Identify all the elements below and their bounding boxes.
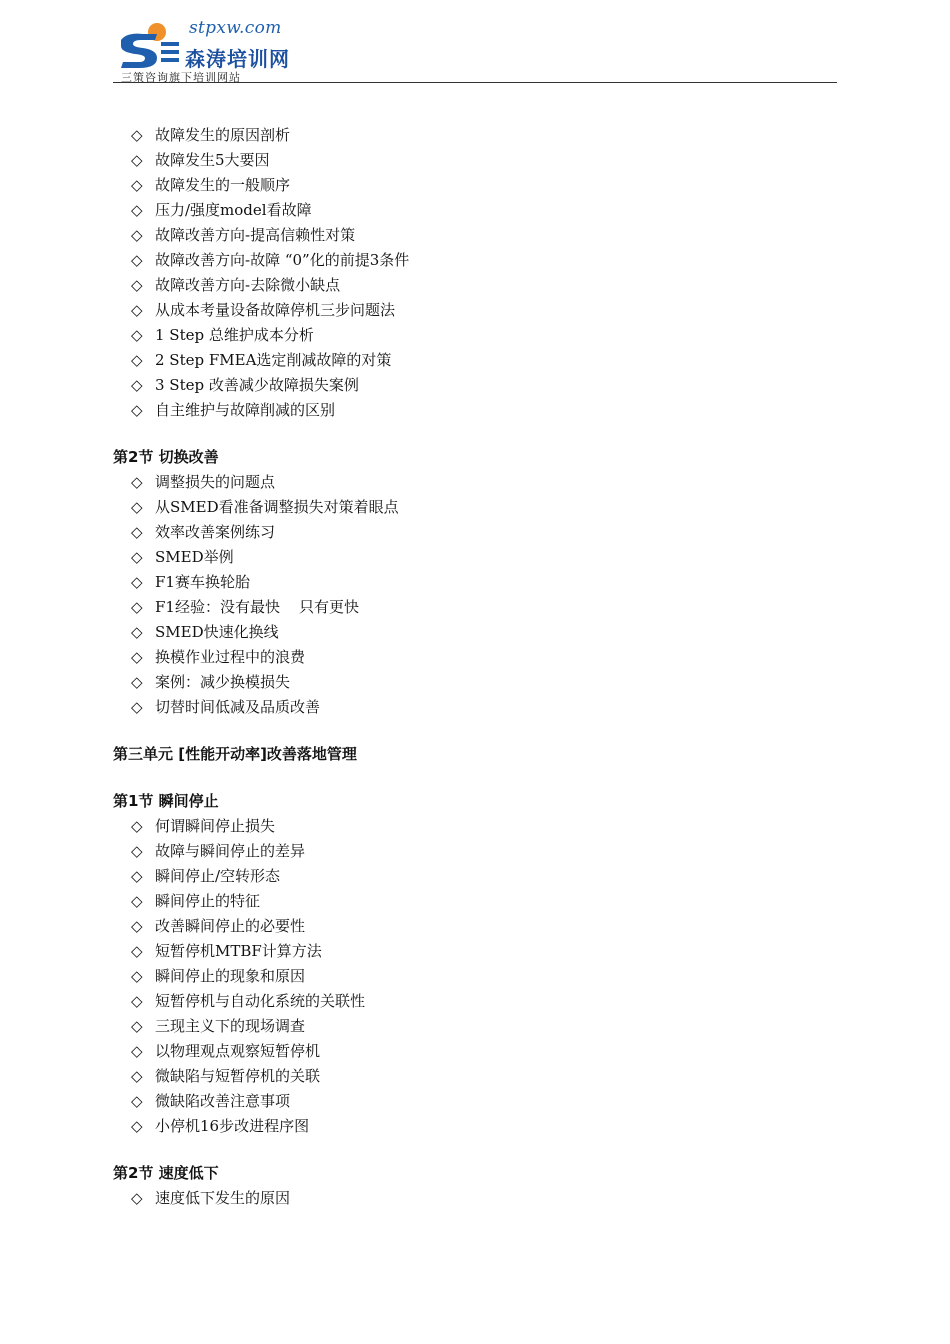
list-item: ◇ 从成本考量设备故障停机三步问题法 [113,298,833,323]
diamond-bullet-icon: ◇ [131,201,143,219]
diamond-bullet-icon: ◇ [131,301,143,319]
diamond-bullet-icon: ◇ [131,942,143,960]
list-item: ◇ 自主维护与故障削减的区别 [113,398,833,423]
list-item: ◇ 故障与瞬间停止的差异 [113,839,833,864]
diamond-bullet-icon: ◇ [131,648,143,666]
document-body [113,123,833,1211]
spacer [113,720,833,742]
diamond-bullet-icon: ◇ [131,1189,143,1207]
diamond-bullet-icon: ◇ [131,1067,143,1085]
list-item: ◇ 2 Step FMEA选定削减故障的对策 [113,348,833,373]
list-item: ◇ 微缺陷与短暂停机的关联 [113,1064,833,1089]
diamond-bullet-icon: ◇ [131,1092,143,1110]
speed-loss-list [113,1186,833,1211]
list-item: ◇ 故障改善方向-故障 “0”化的前提3条件 [113,248,833,273]
page-header [113,16,837,84]
spacer [113,1139,833,1161]
diamond-bullet-icon: ◇ [131,623,143,641]
diamond-bullet-icon: ◇ [131,376,143,394]
list-item: ◇ 瞬间停止的现象和原因 [113,964,833,989]
minor-stoppage-list [113,814,833,1139]
diamond-bullet-icon: ◇ [131,1117,143,1135]
list-item: ◇ 短暂停机与自动化系统的关联性 [113,989,833,1014]
list-item: ◇ F1赛车换轮胎 [113,570,833,595]
diamond-bullet-icon: ◇ [131,151,143,169]
list-item: ◇ 故障改善方向-提高信赖性对策 [113,223,833,248]
section-heading: 第2节 切换改善 [113,448,219,466]
logo-tagline: 三策咨询旗下培训网站 [121,71,241,84]
list-item: ◇ 何谓瞬间停止损失 [113,814,833,839]
site-logo[interactable] [117,16,297,82]
list-item: ◇ 换模作业过程中的浪费 [113,645,833,670]
diamond-bullet-icon: ◇ [131,917,143,935]
section-heading: 第2节 速度低下 [113,1164,219,1182]
list-item: ◇ 故障发生的原因剖析 [113,123,833,148]
unit-heading: 第三单元 [性能开动率]改善落地管理 [113,745,357,763]
diamond-bullet-icon: ◇ [131,1017,143,1035]
diamond-bullet-icon: ◇ [131,401,143,419]
list-item: ◇ 案例：减少换模损失 [113,670,833,695]
changeover-list [113,470,833,720]
list-item: ◇ 短暂停机MTBF计算方法 [113,939,833,964]
diamond-bullet-icon: ◇ [131,276,143,294]
list-item: ◇ 效率改善案例练习 [113,520,833,545]
list-item: ◇ SMED举例 [113,545,833,570]
diamond-bullet-icon: ◇ [131,176,143,194]
list-item: ◇ 改善瞬间停止的必要性 [113,914,833,939]
diamond-bullet-icon: ◇ [131,698,143,716]
list-item: ◇ 微缺陷改善注意事项 [113,1089,833,1114]
diamond-bullet-icon: ◇ [131,867,143,885]
diamond-bullet-icon: ◇ [131,351,143,369]
diamond-bullet-icon: ◇ [131,498,143,516]
diamond-bullet-icon: ◇ [131,473,143,491]
list-item: ◇ 1 Step 总维护成本分析 [113,323,833,348]
logo-site-url: stpxw.com [189,18,282,38]
diamond-bullet-icon: ◇ [131,967,143,985]
diamond-bullet-icon: ◇ [131,842,143,860]
list-item: ◇ 故障发生的一般顺序 [113,173,833,198]
diamond-bullet-icon: ◇ [131,817,143,835]
fault-reduction-list [113,123,833,423]
list-item: ◇ 三现主义下的现场调查 [113,1014,833,1039]
diamond-bullet-icon: ◇ [131,251,143,269]
diamond-bullet-icon: ◇ [131,548,143,566]
logo-site-name: 森涛培训网 [185,47,290,71]
list-item: ◇ 速度低下发生的原因 [113,1186,833,1211]
list-item: ◇ 瞬间停止/空转形态 [113,864,833,889]
diamond-bullet-icon: ◇ [131,598,143,616]
diamond-bullet-icon: ◇ [131,226,143,244]
list-item: ◇ 压力/强度model看故障 [113,198,833,223]
list-item: ◇ 调整损失的问题点 [113,470,833,495]
spacer [113,767,833,789]
list-item: ◇ 以物理观点观察短暂停机 [113,1039,833,1064]
list-item: ◇ 瞬间停止的特征 [113,889,833,914]
diamond-bullet-icon: ◇ [131,126,143,144]
header-divider [113,82,837,83]
list-item: ◇ 故障改善方向-去除微小缺点 [113,273,833,298]
diamond-bullet-icon: ◇ [131,1042,143,1060]
logo-mark-icon [117,18,187,74]
diamond-bullet-icon: ◇ [131,673,143,691]
list-item: ◇ 小停机16步改进程序图 [113,1114,833,1139]
diamond-bullet-icon: ◇ [131,992,143,1010]
diamond-bullet-icon: ◇ [131,326,143,344]
spacer [113,423,833,445]
list-item: ◇ 切替时间低减及品质改善 [113,695,833,720]
diamond-bullet-icon: ◇ [131,573,143,591]
list-item: ◇ 3 Step 改善减少故障损失案例 [113,373,833,398]
diamond-bullet-icon: ◇ [131,892,143,910]
list-item: ◇ 从SMED看准备调整损失对策着眼点 [113,495,833,520]
list-item: ◇ SMED快速化换线 [113,620,833,645]
list-item: ◇ 故障发生5大要因 [113,148,833,173]
diamond-bullet-icon: ◇ [131,523,143,541]
section-heading: 第1节 瞬间停止 [113,792,219,810]
list-item: ◇ F1经验：没有最快 只有更快 [113,595,833,620]
